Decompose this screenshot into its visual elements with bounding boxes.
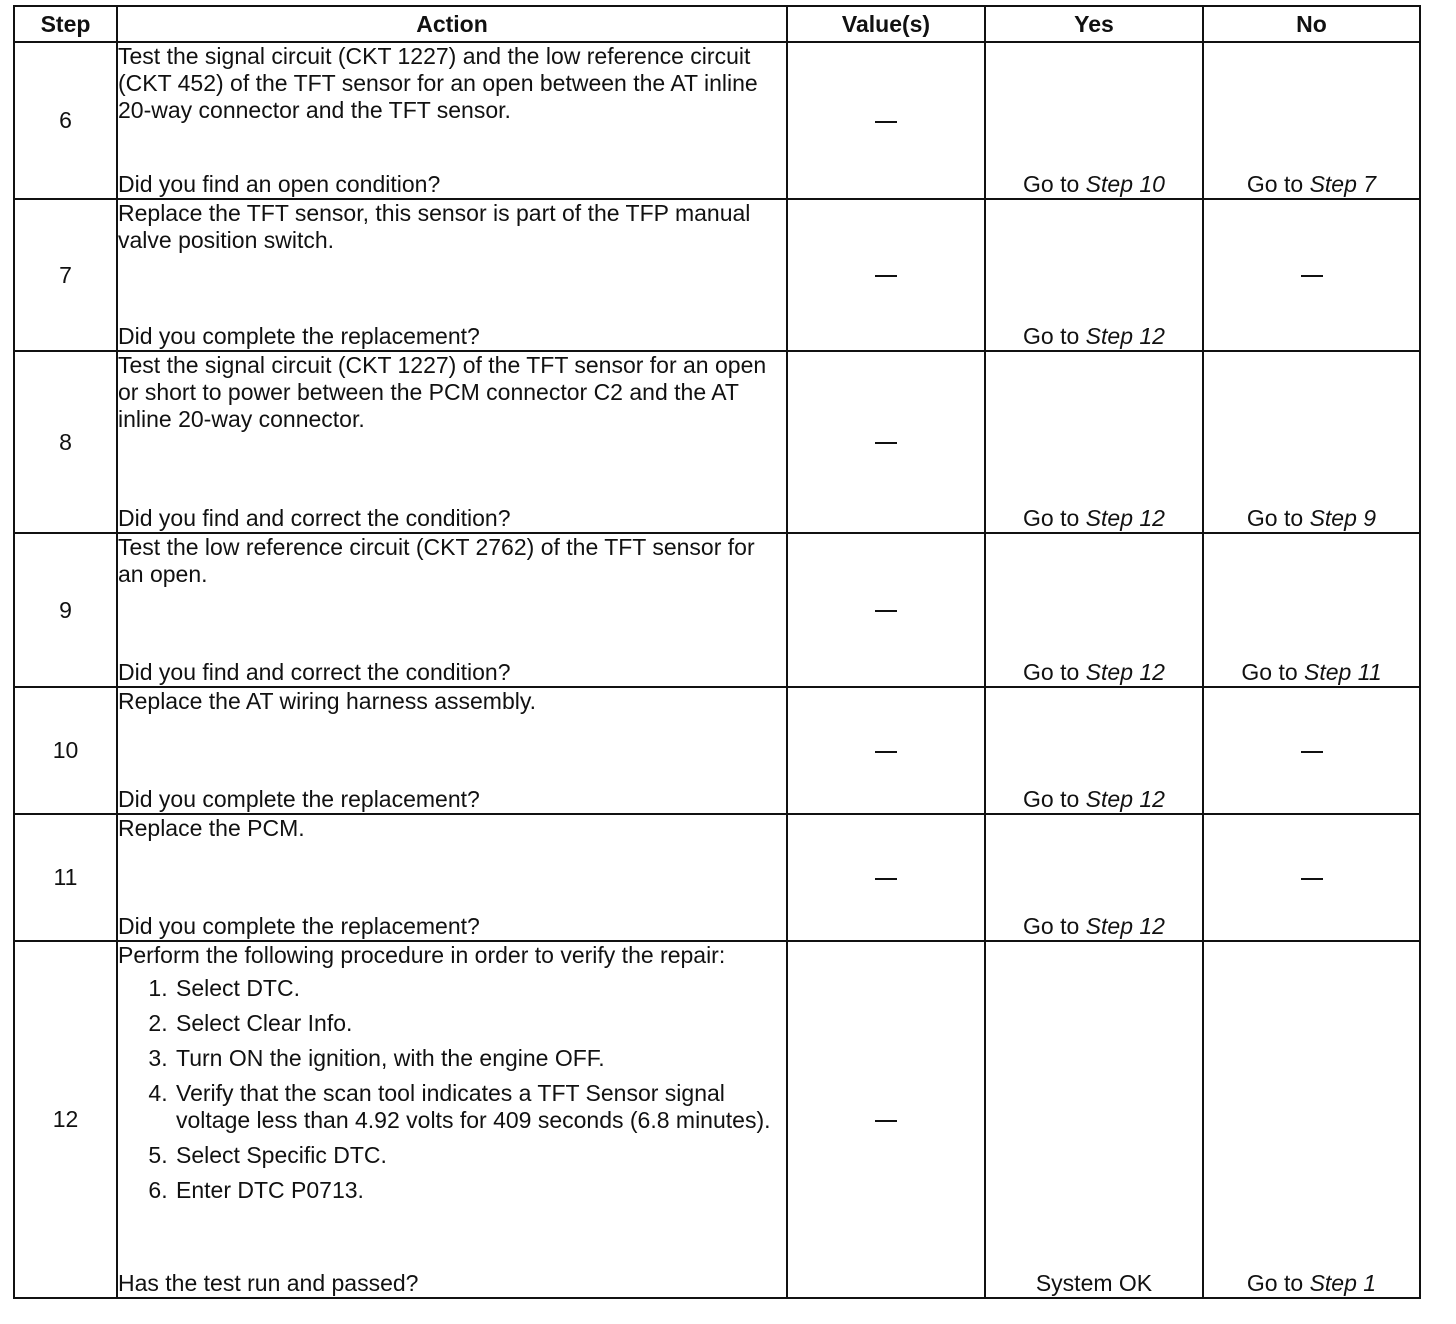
- no-step-ref: Step 1: [1309, 1270, 1377, 1296]
- procedure-step: 3. Turn ON the ignition, with the engine OFF.: [174, 1045, 786, 1072]
- header-yes: Yes: [985, 6, 1203, 42]
- yes-cell: Go to Step 12: [985, 533, 1203, 687]
- table-row: [14, 941, 1420, 1298]
- yes-step-ref: Step 12: [1085, 659, 1165, 685]
- action-text: Replace the AT wiring harness assembly.: [118, 688, 537, 714]
- action-question: Did you complete the replacement?: [118, 323, 480, 349]
- procedure-step: 4. Verify that the scan tool indicates a TFT Sensor signal voltage less than 4.92 volts for 409 seconds (6.8 minutes).: [174, 1080, 786, 1134]
- system-ok-text: System OK: [1035, 1270, 1153, 1296]
- action-cell: [117, 814, 787, 941]
- action-cell: [117, 42, 787, 199]
- yes-cell: Go to Step 10: [985, 42, 1203, 199]
- action-text: Test the signal circuit (CKT 1227) of the TFT sensor for an open or short to power between the PCM connector C2 and the AT inline 20-way connector.: [118, 352, 767, 432]
- dash-mark: [875, 121, 897, 123]
- value-cell: [787, 42, 985, 199]
- action-cell: [117, 687, 787, 814]
- table-row: [14, 199, 1420, 351]
- action-question: Did you find an open condition?: [118, 171, 441, 197]
- step-number: 11: [14, 814, 117, 941]
- action-question: Did you complete the replacement?: [118, 786, 480, 812]
- no-cell: Go to Step 1: [1203, 941, 1420, 1298]
- dash-mark: [875, 275, 897, 277]
- action-question: Has the test run and passed?: [118, 1270, 419, 1296]
- action-cell: [117, 941, 787, 1298]
- dash-mark: [1301, 751, 1323, 753]
- no-step-ref: Step 9: [1309, 505, 1377, 531]
- step-number: 6: [14, 42, 117, 199]
- value-cell: [787, 941, 985, 1298]
- yes-cell: [985, 941, 1203, 1298]
- dash-mark: [875, 1120, 897, 1122]
- table-row: [14, 351, 1420, 533]
- no-cell: [1203, 199, 1420, 351]
- action-cell: [117, 199, 787, 351]
- table-row: [14, 42, 1420, 199]
- diagnostic-table: [13, 5, 1421, 1299]
- step-number: 9: [14, 533, 117, 687]
- yes-step-ref: Step 12: [1085, 505, 1165, 531]
- no-cell: Go to Step 11: [1203, 533, 1420, 687]
- value-cell: [787, 199, 985, 351]
- step-number: 8: [14, 351, 117, 533]
- step-number: 7: [14, 199, 117, 351]
- action-text: Test the signal circuit (CKT 1227) and the low reference circuit (CKT 452) of the TFT sensor for an open between the AT inline 20-way connector and the TFT sensor.: [118, 43, 758, 123]
- action-text: Perform the following procedure in order to verify the repair:: [118, 942, 726, 968]
- action-cell: [117, 351, 787, 533]
- action-question: Did you complete the replacement?: [118, 913, 480, 939]
- step-number: 12: [14, 941, 117, 1298]
- action-text: Test the low reference circuit (CKT 2762) of the TFT sensor for an open.: [118, 534, 755, 587]
- value-cell: [787, 687, 985, 814]
- yes-step-ref: Step 12: [1085, 913, 1165, 939]
- header-no: No: [1203, 6, 1420, 42]
- table-row: [14, 814, 1420, 941]
- procedure-list: [118, 975, 786, 1204]
- dash-mark: [1301, 878, 1323, 880]
- dash-mark: [1301, 275, 1323, 277]
- value-cell: [787, 351, 985, 533]
- procedure-step: 5. Select Specific DTC.: [174, 1142, 786, 1169]
- table-row: [14, 687, 1420, 814]
- no-cell: Go to Step 7: [1203, 42, 1420, 199]
- no-cell: [1203, 814, 1420, 941]
- value-cell: [787, 533, 985, 687]
- no-cell: Go to Step 9: [1203, 351, 1420, 533]
- value-cell: [787, 814, 985, 941]
- action-text: Replace the TFT sensor, this sensor is part of the TFP manual valve position switch.: [118, 200, 751, 253]
- action-question: Did you find and correct the condition?: [118, 505, 511, 531]
- yes-cell: Go to Step 12: [985, 814, 1203, 941]
- dash-mark: [875, 878, 897, 880]
- yes-cell: Go to Step 12: [985, 199, 1203, 351]
- header-step: Step: [14, 6, 117, 42]
- yes-step-ref: Step 12: [1085, 786, 1165, 812]
- no-step-ref: Step 7: [1309, 171, 1377, 197]
- action-cell: [117, 533, 787, 687]
- action-text: Replace the PCM.: [118, 815, 305, 841]
- dash-mark: [875, 751, 897, 753]
- no-cell: [1203, 687, 1420, 814]
- yes-cell: Go to Step 12: [985, 687, 1203, 814]
- procedure-step: 6. Enter DTC P0713.: [174, 1177, 786, 1204]
- procedure-step: 1. Select DTC.: [174, 975, 786, 1002]
- procedure-step: 2. Select Clear Info.: [174, 1010, 786, 1037]
- header-action: Action: [117, 6, 787, 42]
- dash-mark: [875, 442, 897, 444]
- no-step-ref: Step 11: [1304, 659, 1382, 685]
- dash-mark: [875, 610, 897, 612]
- yes-step-ref: Step 12: [1085, 323, 1165, 349]
- header-values: Value(s): [787, 6, 985, 42]
- table-header-row: [14, 6, 1420, 42]
- action-question: Did you find and correct the condition?: [118, 659, 511, 685]
- yes-cell: Go to Step 12: [985, 351, 1203, 533]
- yes-step-ref: Step 10: [1085, 171, 1165, 197]
- step-number: 10: [14, 687, 117, 814]
- table-row: [14, 533, 1420, 687]
